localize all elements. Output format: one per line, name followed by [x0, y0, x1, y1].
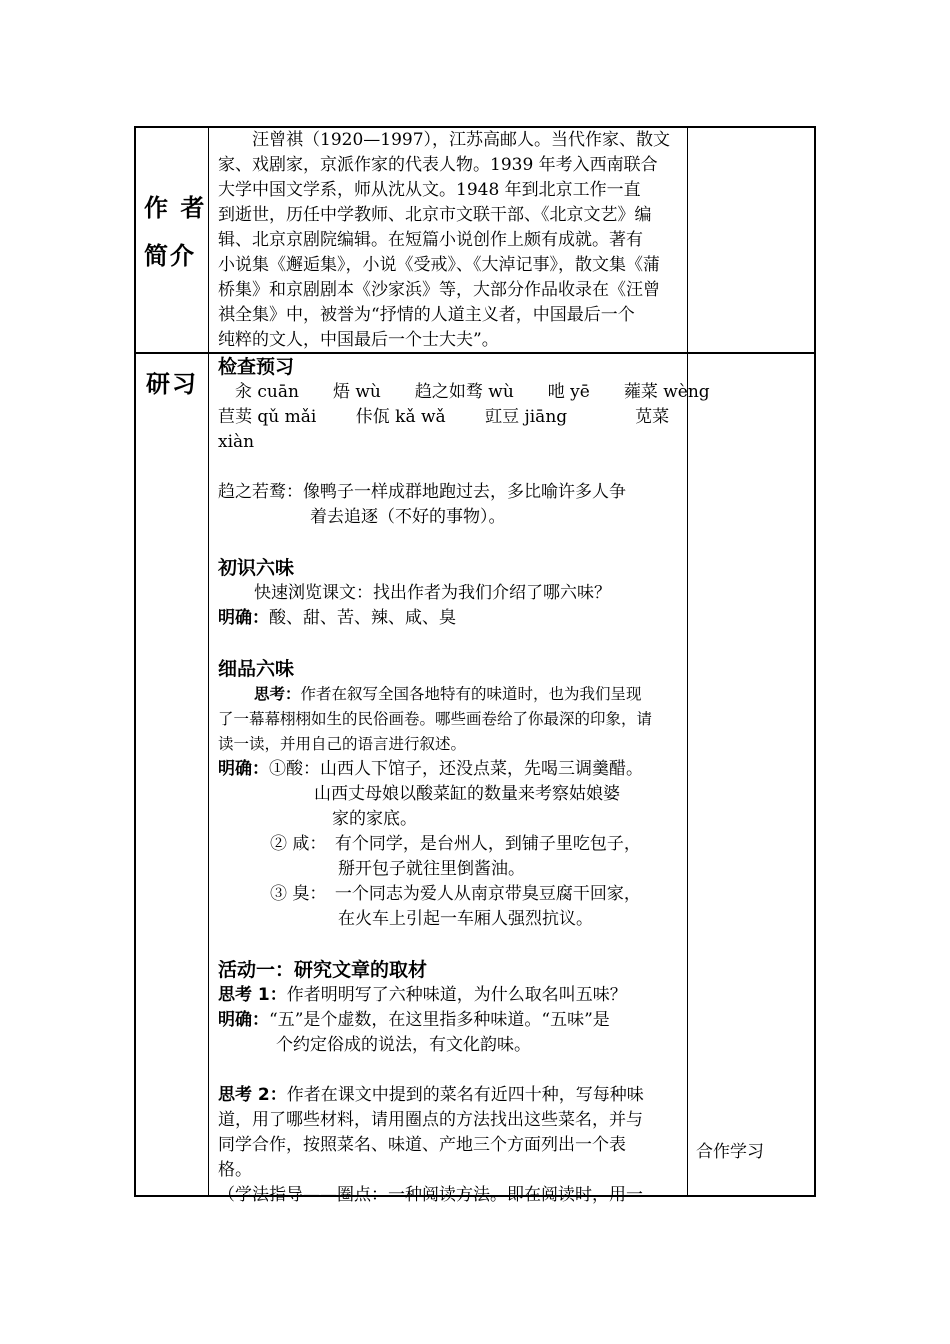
sour-item-cont: 山西丈母娘以酸菜缸的数量来考察姑娘婆: [314, 784, 620, 804]
intro-line: 大学中国文学系，师从沈从文。1948 年到北京工作一直: [218, 180, 641, 200]
pinyin-line: 苣荬 qǔ mǎi 佧佤 kǎ wǎ 豇豆 jiāng 苋菜: [218, 407, 670, 427]
author-intro-header: [144, 184, 206, 280]
method-guide: （学法指导——圈点：一种阅读方法。即在阅读时，用一: [218, 1185, 643, 1205]
think-text: 读一读，并用自己的语言进行叙述。: [218, 735, 467, 753]
think-text: 了一幕幕栩栩如生的民俗画卷。哪些画卷给了你最深的印象，请: [218, 710, 653, 728]
intro-line: 小说集《邂逅集》，小说《受戒》、《大淖记事》，散文集《蒲: [218, 255, 660, 275]
question-label: 思考 1：: [218, 985, 287, 1005]
first-taste-title: 初识六味: [218, 557, 295, 579]
sour-item: ①酸：山西人下馆子，还没点菜，先喝三调羹醋。: [269, 759, 643, 779]
answer-1-cont: 个约定俗成的说法，有文化韵味。: [276, 1035, 531, 1055]
column-divider-1: [208, 128, 209, 1195]
lesson-table: [134, 126, 816, 1205]
intro-line: 纯粹的文人，中国最后一个士大夫”。: [218, 330, 499, 350]
think-label: 思考：: [254, 685, 301, 703]
activity-title: 活动一：研究文章的取材: [218, 959, 428, 981]
study-header: 研习: [146, 370, 198, 398]
answer-label: 明确：: [218, 1010, 269, 1030]
salty-item-cont: 掰开包子就往里倒酱油。: [338, 859, 525, 879]
detail-taste-title: 细品六味: [218, 658, 295, 680]
header-line-2: 简介: [144, 242, 196, 270]
pinyin-line: xiàn: [218, 432, 255, 452]
salty-item: ② 咸： 有个同学，是台州人，到铺子里吃包子，: [270, 834, 641, 854]
idiom-explanation-cont: 着去追逐（不好的事物）。: [310, 507, 506, 527]
study-content: [218, 354, 710, 1208]
answer-1: “五”是个虚数，在这里指多种味道。“五味”是: [269, 1010, 610, 1030]
header-line-1: 作 者: [144, 194, 207, 222]
question-2-cont: 同学合作，按照菜名、味道、产地三个方面列出一个表: [218, 1135, 626, 1155]
side-note: 合作学习: [696, 1142, 764, 1162]
six-tastes-answer: 酸、甜、苦、辣、咸、臭: [269, 608, 456, 628]
intro-line: 家、戏剧家，京派作家的代表人物。1939 年考入西南联合: [218, 155, 658, 175]
stinky-item-cont: 在火车上引起一车厢人强烈抗议。: [338, 909, 593, 929]
answer-label: 明确：: [218, 759, 269, 779]
pinyin-line: 汆 cuān 焐 wù 趋之如骛 wù 吔 yē 蕹菜 wèng: [218, 382, 710, 402]
question-label: 思考 2：: [218, 1085, 287, 1105]
column-divider-2: [687, 128, 688, 1195]
intro-line: 辑、北京京剧院编辑。在短篇小说创作上颇有成就。著有: [218, 230, 643, 250]
answer-label: 明确：: [218, 608, 269, 628]
first-taste-task: 快速浏览课文：找出作者为我们介绍了哪六味？: [254, 583, 611, 603]
question-2-cont: 格。: [218, 1160, 252, 1180]
stinky-item: ③ 臭： 一个同志为爱人从南京带臭豆腐干回家，: [270, 884, 641, 904]
intro-line: 到逝世，历任中学教师、北京市文联干部、《北京文艺》编: [218, 205, 652, 225]
question-2: 作者在课文中提到的菜名有近四十种，写每种味: [286, 1085, 644, 1105]
question-1: 作者明明写了六种味道，为什么取名叫五味？: [286, 985, 627, 1005]
preview-title: 检查预习: [218, 356, 295, 378]
intro-line: 汪曾祺（1920—1997），江苏高邮人。当代作家、散文: [218, 130, 671, 150]
think-text: 作者在叙写全国各地特有的味道时，也为我们呈现: [300, 685, 642, 703]
question-2-cont: 道，用了哪些材料，请用圈点的方法找出这些菜名，并与: [218, 1110, 643, 1130]
author-intro-content: [218, 128, 683, 353]
intro-line: 祺全集》中，被誉为“抒情的人道主义者，中国最后一个: [218, 305, 635, 325]
idiom-explanation: 趋之若鹜：像鸭子一样成群地跑过去，多比喻许多人争: [218, 482, 626, 502]
intro-line: 桥集》和京剧剧本《沙家浜》等，大部分作品收录在《汪曾: [218, 280, 660, 300]
sour-item-cont: 家的家底。: [332, 809, 417, 829]
